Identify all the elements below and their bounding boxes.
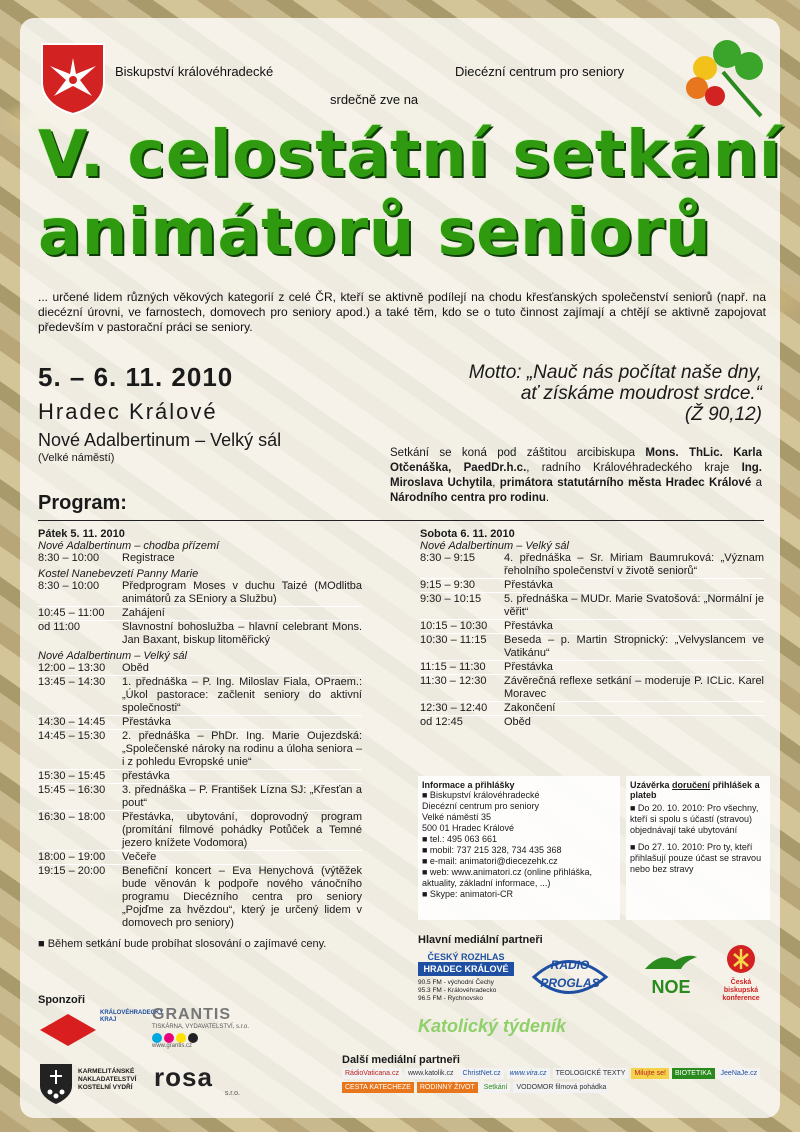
friday-table-2 — [38, 580, 362, 647]
kraj-text: KRÁLOVÉHRADECKÝ KRAJ — [100, 1010, 164, 1023]
table-row — [420, 661, 764, 675]
grantis-sub: TISKÁRNA, VYDAVATELSTVÍ, s.r.o. — [152, 1024, 250, 1030]
table-row — [420, 620, 764, 634]
raffle-note: ■ Během setkání bude probíhat slosování o zajímavé ceny. — [38, 938, 327, 950]
table-row — [38, 580, 362, 607]
motto-ref: (Ž 90,12) — [684, 404, 762, 425]
karmel-logo — [38, 1062, 148, 1108]
media-logo: Milujte se! — [631, 1068, 669, 1079]
deadline-heading — [630, 780, 766, 800]
contact-email: ■ e-mail: animatori@diecezehk.cz — [422, 856, 558, 866]
intro-text: ... určené lidem různých věkových kategorií z celé ČR, kteří se aktivně podílejí na chodu křesťanských společenství seniorů (např. na diecézní úrovni, ve farnostech, domovech pro seniory apod.) a také těm, kdo se o tuto činnost zajímají a chtějí se aktivně zapojovat především v pastorační práci se seniory. — [38, 290, 766, 334]
media-logo: www.vira.cz — [507, 1068, 550, 1079]
cbk-logo — [716, 944, 766, 1008]
row-desc: Přestávka — [122, 716, 362, 730]
media-logo: RádioVaticana.cz — [342, 1068, 402, 1079]
row-time: 15:45 – 16:30 — [38, 784, 122, 811]
table-row — [420, 634, 764, 661]
table-row — [38, 621, 362, 648]
table-row — [38, 851, 362, 865]
patronage-t4: a — [751, 477, 763, 489]
contact-phone: ■ tel.: 495 063 661 — [422, 834, 497, 844]
table-row — [420, 579, 764, 593]
saturday-table — [420, 552, 764, 729]
row-time: 12:00 – 13:30 — [38, 662, 106, 674]
contact-box — [418, 776, 620, 920]
event-venue: Nové Adalbertinum – Velký sál — [38, 430, 282, 450]
table-row — [38, 784, 362, 811]
program-divider — [38, 520, 764, 521]
row-time: 19:15 – 20:00 — [38, 865, 122, 931]
motto — [360, 362, 762, 425]
rozhlas-top: ČESKÝ ROZHLAS — [427, 952, 505, 962]
friday-day: Pátek 5. 11. 2010 — [38, 528, 125, 540]
row-time: 11:30 – 12:30 — [420, 675, 504, 702]
friday-location-3: Nové Adalbertinum – Velký sál — [38, 650, 187, 662]
karmel-text: KARMELITÁNSKÉ NAKLADATELSTVÍ KOSTELNÍ VYDŘÍ — [78, 1068, 137, 1091]
row-desc: Přestávka — [504, 620, 764, 634]
proglas-top: RADIO — [550, 958, 590, 972]
deadline-heading-u: doručení — [672, 780, 711, 790]
kraj-logo — [38, 1010, 164, 1050]
media-logo: www.katolik.cz — [405, 1068, 457, 1079]
row-time: 10:45 – 11:00 — [38, 607, 122, 621]
patronage-councillor: Ing. Miroslava Uchytila — [390, 462, 763, 489]
row-desc: 5. přednáška – MUDr. Marie Svatošová: „Normální je věřit“ — [504, 593, 764, 618]
deadline-heading-a: Uzávěrka — [630, 780, 673, 790]
contact-line: Diecézní centrum pro seniory — [422, 801, 540, 811]
friday-location-1: Nové Adalbertinum – chodba přízemí — [38, 540, 220, 552]
clover-logo-icon — [675, 38, 767, 118]
event-city: Hradec Králové — [38, 399, 218, 424]
row-time: 12:30 – 12:40 — [420, 702, 504, 716]
other-media-heading: Další mediální partneři — [342, 1054, 460, 1066]
patronage-t2: , radního Královéhradeckého kraje — [526, 462, 742, 474]
friday-column — [38, 528, 362, 950]
coat-of-arms-icon — [38, 40, 108, 116]
friday-table-1 — [38, 552, 362, 565]
rozhlas-frequencies: 90.5 FM - východní Čechy 95.3 FM - Královéhradecko 96.5 FM - Rychnovsko — [418, 979, 497, 1002]
saturday-day: Sobota 6. 11. 2010 — [420, 528, 515, 540]
row-time: 18:00 – 19:00 — [38, 851, 122, 865]
row-time: 11:15 – 11:30 — [420, 661, 504, 675]
motto-line-2: ať získáme moudrost srdce.“ — [520, 383, 762, 404]
event-venue-sub: (Velké náměstí) — [38, 452, 115, 464]
row-desc: Zakončení — [504, 702, 764, 716]
cbk-text: Česká biskupská konference — [722, 979, 760, 1002]
noe-bird-icon — [641, 949, 701, 973]
title-line-2: animátorů seniorů — [38, 196, 712, 270]
deadline-heading-b: přihlášek a plateb — [630, 780, 760, 800]
friday-location-2: Kostel Nanebevzetí Panny Marie — [38, 568, 199, 580]
row-time: od 12:45 — [420, 716, 504, 730]
rozhlas-bottom: HRADEC KRÁLOVÉ — [418, 962, 514, 976]
row-desc: Registrace — [122, 552, 175, 564]
row-desc: 2. přednáška – PhDr. Ing. Marie Oujezdská: „Společenské nároky na rodinu a úloha seniora – i z pohledu Evropské unie“ — [122, 730, 362, 768]
contact-line: Velké náměstí 35 — [422, 812, 492, 822]
deadline-2: ■ Do 27. 10. 2010: Pro ty, kteří přihlašují pouze účast se stravou nebo bez stravy — [630, 842, 762, 874]
deadline-1: ■ Do 20. 10. 2010: Pro všechny, kteří si spolu s účastí (stravou) objednávají také ubytování — [630, 803, 759, 835]
row-desc: Předprogram Moses v duchu Taizé (MOdlitba animátorů za SEniory a Službu) — [122, 580, 362, 605]
row-desc: Přestávka — [504, 579, 764, 593]
table-row — [420, 593, 764, 620]
contact-skype: ■ Skype: animatori-CR — [422, 889, 513, 899]
contact-heading: Informace a přihlášky — [422, 780, 515, 790]
patronage-t1: Setkání se koná pod záštitou arcibiskupa — [390, 447, 646, 459]
rosa-logo — [154, 1064, 254, 1097]
motto-line-1: Motto: „Nauč nás počítat naše dny, — [468, 362, 762, 383]
row-desc: Večeře — [122, 851, 362, 865]
grantis-logo — [152, 1006, 252, 1049]
row-desc: 1. přednáška – P. Ing. Miloslav Fiala, OPraem.: „Úkol pastorace: začlenit seniory do aktivní společnosti“ — [122, 676, 362, 714]
media-logo: Setkání — [481, 1082, 511, 1093]
media-logo: VODOMOR filmová pohádka — [513, 1082, 609, 1093]
program-heading: Program: — [38, 492, 127, 514]
row-desc: Závěrečná reflexe setkání – moderuje P. ICLic. Karel Moravec — [504, 675, 764, 700]
friday-table-3 — [38, 662, 362, 930]
noe-text: NOE — [651, 976, 691, 997]
patronage-t5: . — [545, 492, 550, 504]
proglas-logo — [528, 950, 612, 1004]
table-row — [38, 730, 362, 770]
row-desc: Slavnostní bohoslužba – hlavní celebrant Mons. Jan Baxant, biskup litoměřický — [122, 621, 362, 646]
row-time: 9:15 – 9:30 — [420, 579, 504, 593]
patronage-archbishop: Mons. ThLic. Karla Otčenáška, PaedDr.h.c. — [390, 447, 762, 474]
noe-logo — [636, 946, 706, 998]
row-time: 9:30 – 10:15 — [420, 593, 504, 620]
row-time: 10:15 – 10:30 — [420, 620, 504, 634]
table-row — [38, 552, 362, 565]
table-row — [38, 716, 362, 730]
row-desc: Oběd — [504, 716, 764, 730]
row-desc: Přestávka — [504, 661, 764, 675]
row-desc: Beseda – p. Martin Stropnický: „Velvyslancem ve Vatikánu“ — [504, 634, 764, 659]
noe-logo-inner — [641, 949, 701, 996]
contact-line: ■ Biskupství královéhradecké — [422, 790, 540, 800]
table-row — [38, 676, 362, 716]
media-heading: Hlavní mediální partneři — [418, 934, 543, 946]
grantis-web: www.grantis.cz — [152, 1043, 193, 1049]
row-time: 13:45 – 14:30 — [38, 676, 122, 716]
kraj-arrow-icon — [38, 1010, 98, 1050]
table-row — [38, 770, 362, 784]
row-time: 14:45 – 15:30 — [38, 730, 122, 770]
org-right: Diecézní centrum pro seniory — [455, 64, 625, 79]
table-row — [38, 607, 362, 621]
media-logo: TEOLOGICKÉ TEXTY — [553, 1068, 629, 1079]
media-logo: BIOTETIKA — [672, 1068, 715, 1079]
table-row — [38, 865, 362, 931]
patronage-ncr: Národního centra pro rodinu — [390, 492, 546, 504]
cbk-chi-rho-icon — [726, 944, 756, 974]
row-time: 15:30 – 15:45 — [38, 770, 122, 784]
row-desc: Zahájení — [122, 607, 362, 621]
deadline-box — [626, 776, 770, 920]
saturday-location: Nové Adalbertinum – Velký sál — [420, 540, 569, 552]
media-logo: ChristNet.cz — [459, 1068, 503, 1079]
table-row — [38, 662, 362, 676]
row-time: 16:30 – 18:00 — [38, 811, 122, 851]
row-time: 10:30 – 11:15 — [420, 634, 504, 661]
rosa-text: rosa — [154, 1062, 213, 1092]
table-row — [420, 552, 764, 579]
media-logo: CESTA KATECHEZE — [342, 1082, 414, 1093]
row-desc: Benefiční koncert – Eva Henychová (výtěžek bude věnován k podpoře nového vánočního programu Diecézního centra pro seniory „Pojďme za hvězdou“, který je určený lidem v domovech pro seniory) — [122, 865, 362, 929]
sponsors-heading: Sponzoři — [38, 994, 86, 1006]
other-media-logos — [342, 1068, 766, 1093]
patronage-text — [390, 446, 762, 506]
row-time: 14:30 – 14:45 — [38, 716, 122, 730]
row-time: 8:30 – 10:00 — [38, 552, 100, 564]
row-desc: Oběd — [122, 662, 149, 674]
katolicky-tydenik-logo: Katolický týdeník — [418, 1016, 567, 1036]
row-desc: přestávka — [122, 770, 362, 784]
proglas-bottom: PROGLAS — [540, 976, 600, 990]
contact-line: 500 01 Hradec Králové — [422, 823, 515, 833]
invite-text: srdečně zve na — [330, 92, 419, 107]
event-date: 5. – 6. 11. 2010 — [38, 362, 234, 392]
org-left: Biskupství královéhradecké — [115, 64, 274, 79]
row-desc: 3. přednáška – P. František Lízna SJ: „Křesťan a pout“ — [122, 784, 362, 809]
grantis-color-icon — [152, 1033, 252, 1043]
row-desc: Přestávka, ubytování, doprovodný program (promítání filmové pohádky Potůček a Temné jezero knížete Vodomora) — [122, 811, 362, 849]
row-desc: 4. přednáška – Sr. Miriam Baumruková: „Význam řeholního společenství v životě seniorů“ — [504, 552, 764, 577]
karmel-shield-icon — [38, 1062, 74, 1106]
table-row — [420, 716, 764, 730]
patronage-mayor: primátora statutárního města Hradec Králové — [499, 477, 752, 489]
row-time: 8:30 – 9:15 — [420, 552, 476, 564]
rozhlas-logo — [418, 952, 514, 1003]
patronage-t3: , — [492, 477, 500, 489]
grantis-text: GRANTIS — [152, 1006, 231, 1023]
contact-web: ■ web: www.animatori.cz (online přihláška, aktuality, základní informace, ...) — [422, 867, 593, 888]
table-row — [420, 675, 764, 702]
title-line-1: V. celostátní setkání — [38, 118, 782, 192]
rosa-sub: s.r.o. — [224, 1090, 240, 1097]
row-time: od 11:00 — [38, 621, 122, 648]
row-time: 8:30 – 10:00 — [38, 580, 100, 592]
saturday-column — [420, 528, 764, 729]
contact-mobile: ■ mobil: 737 215 328, 734 435 368 — [422, 845, 562, 855]
table-row — [420, 702, 764, 716]
media-logo: JeeNaJe.cz — [718, 1068, 761, 1079]
table-row — [38, 811, 362, 851]
media-logo: RODINNÝ ŽIVOT — [417, 1082, 478, 1093]
